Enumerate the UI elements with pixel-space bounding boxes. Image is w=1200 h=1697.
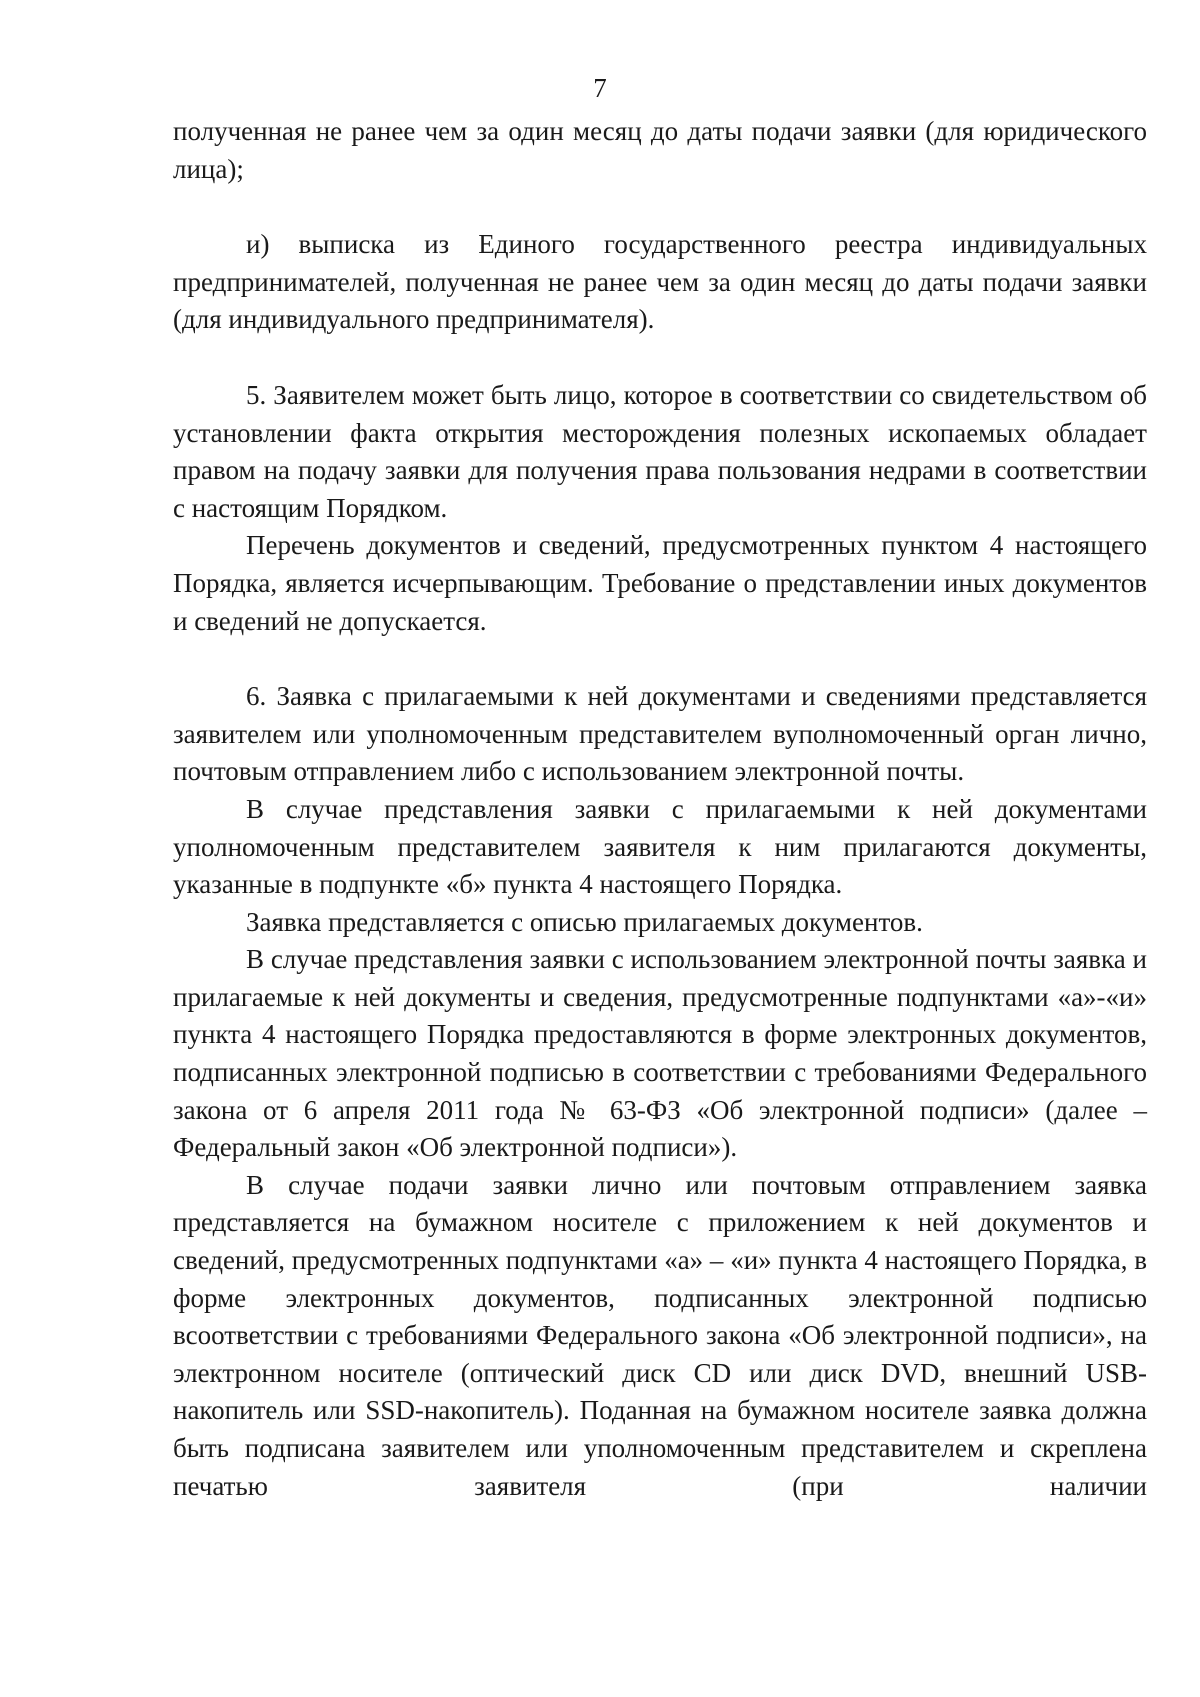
paragraph-inventory: Заявка представляется с описью прилагаемых документов. xyxy=(246,906,923,937)
paragraph-documents-list: Перечень документов и сведений, предусмотренных пунктом 4 настоящего Порядка, является исчерпывающим. Требование о представлении иных документов и сведений не допускается. xyxy=(173,530,1147,636)
paragraph-continuation: полученная не ранее чем за один месяц до даты подачи заявки (для юридического лица); xyxy=(173,116,1147,184)
paragraph-email-submission: В случае представления заявки с использованием электронной почты заявка и прилагаемые к ней документы и сведения, предусмотренные подпунктами «а»-«и» пункта 4 настоящего Порядка предоставляются в форме электронных документов, подписанных электронной подписью в соответствии с требованиями Федерального закона от 6 апреля 2011 года № 63-ФЗ «Об электронной подписи» (далее – Федеральный закон «Об электронной подписи»). xyxy=(173,944,1147,1163)
paragraph-paper-submission: В случае подачи заявки лично или почтовым отправлением заявка представляется на бумажном носителе с приложением к ней документов и сведений, предусмотренных подпунктами «а» – «и» пункта 4 настоящего Порядка, в форме электронных документов, подписанных электронной подписью всоответствии с требованиями Федерального закона «Об электронной подписи», на электронном носителе (оптический диск CD или диск DVD, внешний USB-накопитель или SSD-накопитель). Поданная на бумажном носителе заявка должна быть подписана заявителем или уполномоченным представителем и скреплена печатью заявителя (при наличии xyxy=(173,1169,1147,1501)
document-body xyxy=(173,113,1147,1505)
paragraph-representative: В случае представления заявки с прилагаемыми к ней документами уполномоченным представителем заявителя к ним прилагаются документы, указанные в подпункте «б» пункта 4 настоящего Порядка. xyxy=(173,793,1147,900)
paragraph-subitem-i: и) выписка из Единого государственного реестра индивидуальных предпринимателей, полученная не ранее чем за один месяц до даты подачи заявки (для индивидуального предпринимателя). xyxy=(173,229,1147,335)
paragraph-item-5: 5. Заявителем может быть лицо, которое в соответствии со свидетельством об установлении факта открытия месторождения полезных ископаемых обладает правом на подачу заявки для получения права пользования недрами в соответствии с настоящим Порядком. xyxy=(173,379,1147,523)
page-number: 7 xyxy=(593,73,607,103)
paragraph-item-6: 6. Заявка с прилагаемыми к ней документами и сведениями представляется заявителем или уполномоченным представителем вуполномоченный орган лично, почтовым отправлением либо с использованием электронной почты. xyxy=(173,681,1147,787)
